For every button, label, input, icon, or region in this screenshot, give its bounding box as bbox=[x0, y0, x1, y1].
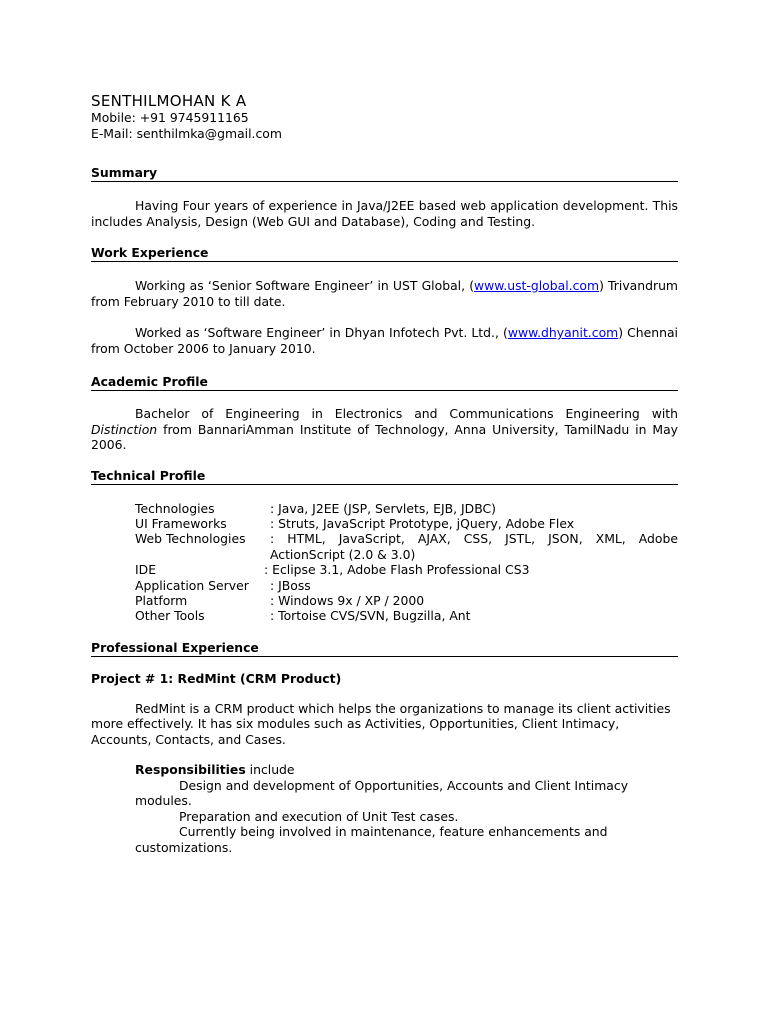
tech-row-other-tools bbox=[135, 608, 678, 623]
tech-label: Platform bbox=[135, 592, 188, 608]
mobile-label: Mobile: bbox=[91, 110, 140, 125]
tech-value: : HTML, JavaScript, AJAX, CSS, JSTL, JSON, XML, Adobe ActionScript (2.0 & 3.0) bbox=[270, 531, 678, 562]
tech-row-web-technologies bbox=[135, 531, 678, 562]
responsibility-item: Design and development of Opportunities, Accounts and Client Intimacy modules. bbox=[135, 777, 629, 809]
responsibilities-title bbox=[135, 762, 678, 778]
tech-value: : Struts, JavaScript Prototype, jQuery, Adobe Flex bbox=[270, 515, 575, 531]
tech-label: Web Technologies bbox=[135, 531, 246, 547]
ust-global-link[interactable]: www.ust-global.com bbox=[474, 278, 600, 293]
academic-text-end: from BannariAmman Institute of Technology, Anna University, TamilNadu in May 2006. bbox=[91, 421, 678, 452]
tech-row-application-server bbox=[135, 578, 678, 593]
distinction-text: Distinction bbox=[91, 421, 158, 437]
tech-row-ide bbox=[135, 562, 678, 577]
work-entry-2-text-end: ) Chennai from October 2006 to January 2010. bbox=[91, 325, 678, 356]
tech-label: Application Server bbox=[135, 577, 249, 593]
tech-value: : Java, J2EE (JSP, Servlets, EJB, JDBC) bbox=[270, 500, 496, 516]
technical-profile-heading: Technical Profile bbox=[91, 468, 678, 485]
tech-value: : Eclipse 3.1, Adobe Flash Professional CS3 bbox=[264, 562, 530, 578]
email-line bbox=[91, 126, 678, 142]
technical-skills-table bbox=[135, 501, 678, 624]
academic-text bbox=[91, 406, 678, 453]
tech-label: Other Tools bbox=[135, 608, 205, 624]
project-description: RedMint is a CRM product which helps the organizations to manage its client activities more effectively. It has six modules such as Activities, Opportunities, Client Intimacy, Accounts, Contacts, and Cases. bbox=[91, 700, 671, 747]
responsibilities-suffix: include bbox=[245, 762, 295, 778]
candidate-name: SENTHILMOHAN K A bbox=[91, 92, 247, 110]
work-entry-1-text: Working as ‘Senior Software Engineer’ in UST Global, ( bbox=[135, 278, 475, 293]
work-entry-2-text: Worked as ‘Software Engineer’ in Dhyan Infotech Pvt. Ltd., ( bbox=[135, 325, 508, 340]
work-entry-2 bbox=[91, 325, 678, 356]
tech-row-platform bbox=[135, 593, 678, 608]
academic-text-start: Bachelor of Engineering in Electronics and Communications Engineering with bbox=[135, 406, 678, 421]
responsibility-item: Currently being involved in maintenance, feature enhancements and customizations. bbox=[135, 824, 608, 855]
responsibility-item: Preparation and execution of Unit Test cases. bbox=[179, 808, 459, 824]
responsibilities-label: Responsibilities bbox=[135, 762, 246, 778]
work-experience-heading: Work Experience bbox=[91, 245, 678, 262]
email-address: senthilmka@gmail.com bbox=[136, 125, 282, 141]
tech-label: UI Frameworks bbox=[135, 515, 227, 531]
professional-experience-heading: Professional Experience bbox=[91, 640, 678, 657]
work-entry-1-text-end: ) Trivandrum from February 2010 to till date. bbox=[91, 278, 678, 309]
tech-row-technologies bbox=[135, 501, 678, 516]
responsibilities-block bbox=[135, 762, 678, 855]
email-label: E-Mail: bbox=[91, 125, 137, 141]
tech-value: : Tortoise CVS/SVN, Bugzilla, Ant bbox=[270, 608, 471, 624]
academic-profile-heading: Academic Profile bbox=[91, 374, 678, 391]
tech-row-ui-frameworks bbox=[135, 516, 678, 531]
summary-text: Having Four years of experience in Java/J2EE based web application development. This includes Analysis, Design (Web GUI and Database), Coding and Testing. bbox=[91, 198, 678, 229]
mobile-line bbox=[91, 110, 678, 126]
resume-page bbox=[91, 92, 678, 855]
tech-value: : Windows 9x / XP / 2000 bbox=[270, 592, 425, 608]
tech-label: IDE bbox=[135, 562, 157, 578]
project-title: Project # 1: RedMint (CRM Product) bbox=[91, 670, 342, 686]
dhyanit-link[interactable]: www.dhyanit.com bbox=[507, 325, 619, 340]
summary-heading: Summary bbox=[91, 165, 678, 182]
work-entry-1 bbox=[91, 278, 678, 309]
mobile-number: +91 9745911165 bbox=[139, 110, 249, 125]
tech-label: Technologies bbox=[135, 500, 215, 516]
tech-value: : JBoss bbox=[270, 577, 311, 593]
